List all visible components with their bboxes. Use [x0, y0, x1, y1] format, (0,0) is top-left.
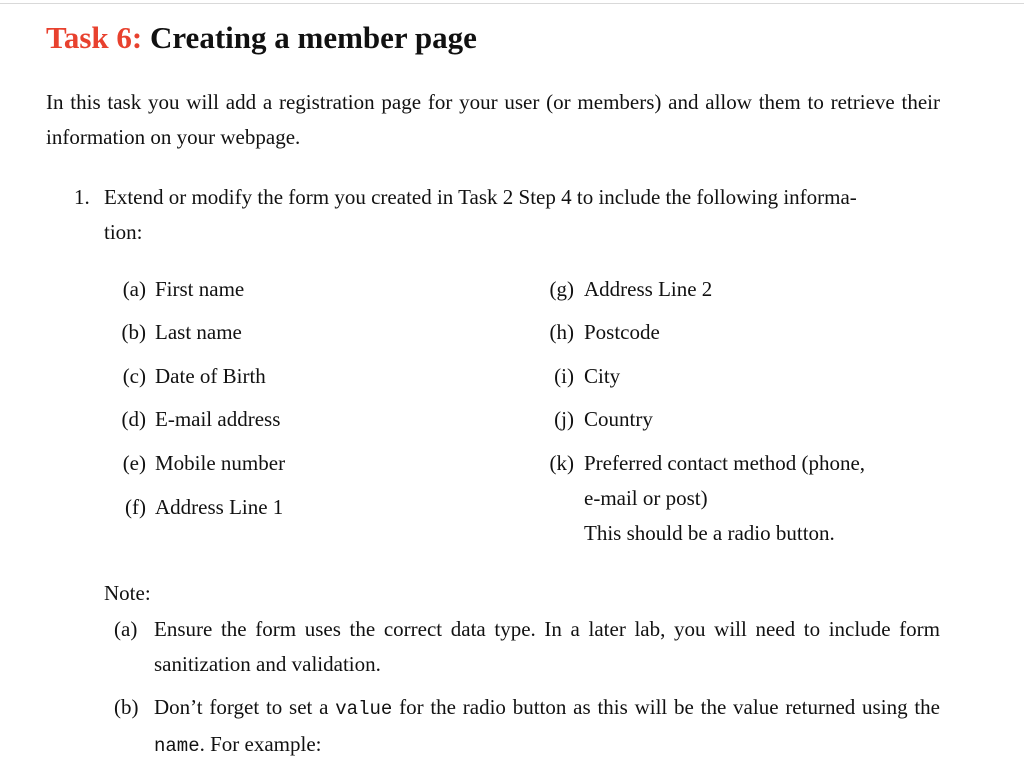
note-item-label: (a)	[114, 617, 138, 641]
step-number: 1.	[74, 185, 90, 209]
list-item-value: Preferred contact method (phone,	[584, 451, 866, 475]
list-item-value: Postcode	[584, 320, 660, 344]
list-item-value-line3: This should be a radio button.	[584, 521, 835, 545]
list-item-label: (i)	[554, 364, 574, 388]
list-item-value: Mobile number	[155, 451, 286, 475]
top-divider	[0, 3, 1024, 4]
list-item-value: Last name	[155, 320, 242, 344]
task-heading	[46, 18, 477, 58]
list-item-value: Address Line 1	[155, 495, 284, 519]
note-item-text: Ensure the form uses the correct data type. In a later lab, you will need to include form sanitization and validation.	[154, 617, 940, 676]
code-value: value	[335, 698, 393, 720]
list-item-value: First name	[155, 277, 245, 301]
step-1	[46, 180, 940, 250]
note-item-label: (b)	[114, 695, 139, 719]
list-item-value-line2: e-mail or post)	[584, 486, 708, 510]
list-item-value: Address Line 2	[584, 277, 713, 301]
list-item-label: (f)	[125, 495, 146, 519]
note-item-text: Don’t forget to set a value for the radio button as this will be the value returned using the name. For example:	[154, 695, 941, 757]
list-item-value: City	[584, 364, 621, 388]
task-title: Creating a member page	[149, 20, 477, 55]
list-item-label: (g)	[549, 277, 574, 301]
list-item-label: (d)	[121, 407, 146, 431]
list-item-label: (c)	[122, 364, 146, 388]
list-item-label: (b)	[121, 320, 146, 344]
step-text: Extend or modify the form you created in Task 2 Step 4 to include the following informa- tion:	[104, 185, 857, 244]
list-item-value: Country	[584, 407, 653, 431]
list-item-label: (a)	[122, 277, 146, 301]
note-title: Note:	[104, 581, 151, 605]
list-item-label: (h)	[549, 320, 574, 344]
note-item-a	[104, 612, 940, 682]
intro-paragraph: In this task you will add a registration page for your user (or members) and allow them to retrieve their information on your webpage.	[46, 90, 940, 149]
list-item-label: (k)	[549, 451, 574, 475]
list-item-label: (e)	[122, 451, 146, 475]
code-name: name	[154, 735, 200, 757]
list-item-value: E-mail address	[155, 407, 281, 431]
task-number: Task 6:	[46, 20, 143, 55]
list-item-label: (j)	[554, 407, 574, 431]
list-item-value: Date of Birth	[155, 364, 266, 388]
note-item-b	[104, 690, 940, 760]
